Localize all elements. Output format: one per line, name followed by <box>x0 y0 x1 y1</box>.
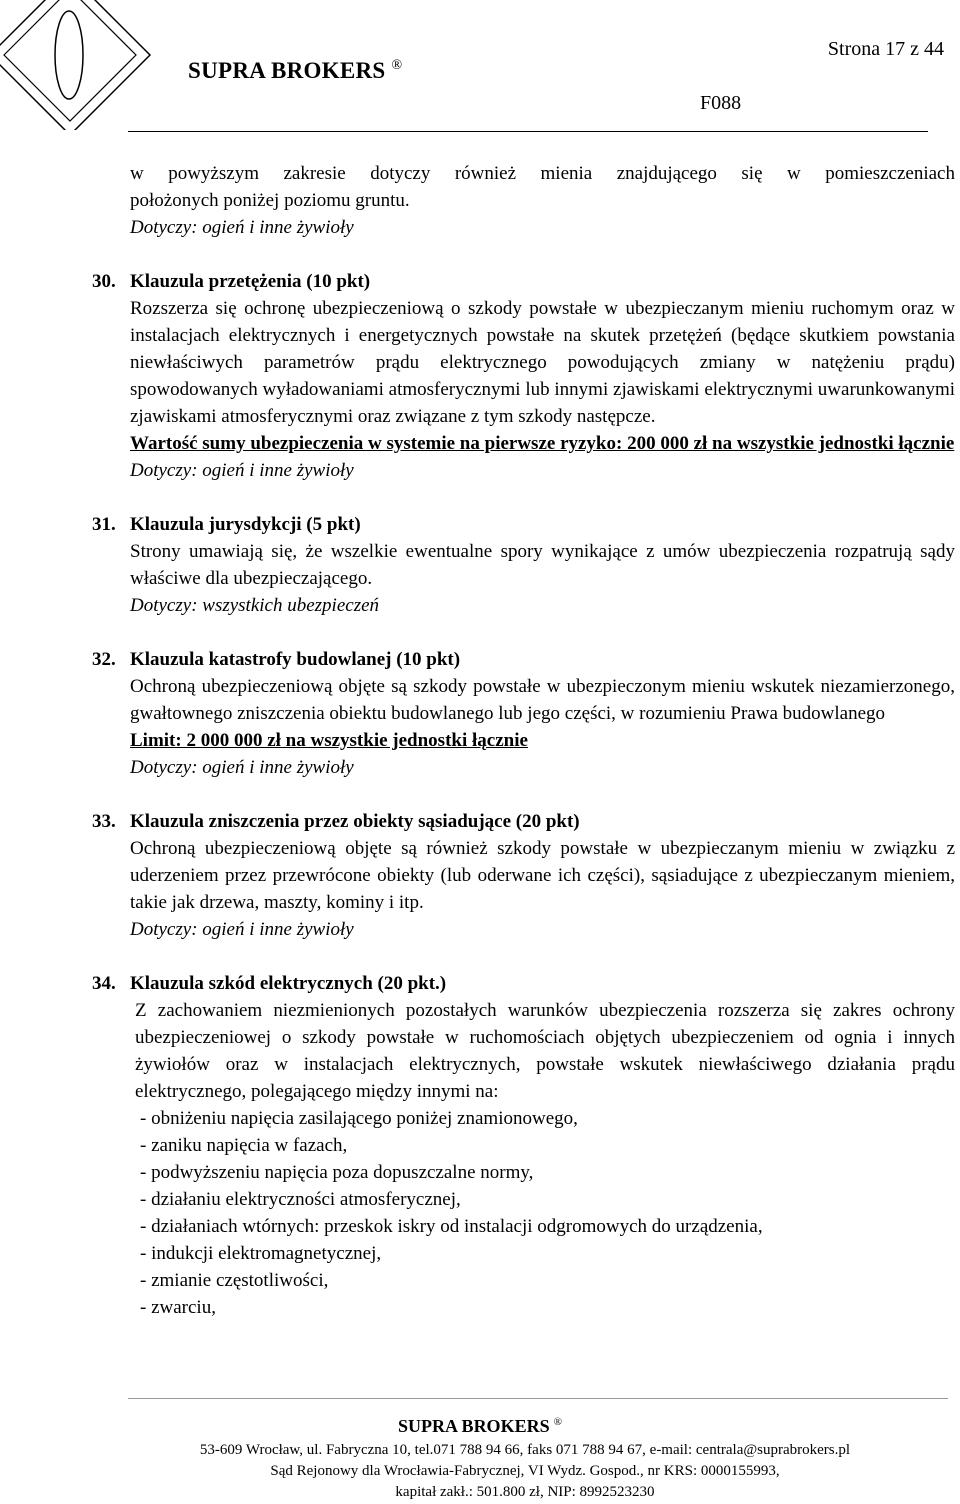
section-body-32: Ochroną ubezpieczeniową objęte są szkody powstałe w ubezpieczonym mieniu wskutek niezamierzonego, gwałtownego zniszczenia obiektu budowlanego lub jego części, w rozumieniu Prawa budowlanego <box>130 676 955 724</box>
section-limit-32: Limit: 2 000 000 zł na wszystkie jednostki łącznie <box>130 730 528 751</box>
registered-mark: ® <box>391 58 403 74</box>
list-item: - obniżeniu napięcia zasilającego poniżej znamionowego, <box>140 1108 578 1129</box>
section-heading-33: 33. Klauzula zniszczenia przez obiekty sąsiadujące (20 pkt) <box>92 811 580 832</box>
list-item: - indukcji elektromagnetycznej, <box>140 1243 382 1264</box>
footer-capital: kapitał zakł.: 501.800 zł, NIP: 8992523230 <box>395 1484 655 1500</box>
company-logo-icon <box>0 0 160 130</box>
header-divider <box>128 131 928 132</box>
intro-line: położonych poniżej poziomu gruntu. <box>130 190 410 211</box>
applies-to: Dotyczy: wszystkich ubezpieczeń <box>130 595 380 616</box>
header-brand: SUPRA BROKERS ® <box>188 58 403 83</box>
list-item: - podwyższeniu napięcia poza dopuszczalne normy, <box>140 1162 534 1183</box>
registered-mark: ® <box>553 1416 562 1428</box>
section-body-31: Strony umawiają się, że wszelkie ewentualne spory wynikające z umów ubezpieczenia rozpatrują sądy właściwe dla ubezpieczającego. <box>130 541 955 589</box>
section-body-34: Z zachowaniem niezmienionych pozostałych warunków ubezpieczenia rozszerza się zakres ochrony ubezpieczeniowej o szkody powstałe w ruchomościach objętych ubezpieczeniem od ognia i innych żywiołów oraz w instalacjach elektrycznych, powstałe wskutek niewłaściwego działania prądu elektrycznego, polegającego między innymi na: <box>135 1000 955 1102</box>
document-code: F088 <box>700 92 742 114</box>
document-body <box>92 160 955 1321</box>
applies-to: Dotyczy: ogień i inne żywioły <box>130 757 354 778</box>
footer-address: 53-609 Wrocław, ul. Fabryczna 10, tel.071 788 94 66, faks 071 788 94 67, e-mail: centrala@suprabrokers.pl <box>199 1442 851 1458</box>
list-item: - zwarciu, <box>140 1297 216 1318</box>
intro-line: w powyższym zakresie dotyczy również mienia znajdującego się w pomieszczeniach <box>130 163 955 184</box>
applies-to: Dotyczy: ogień i inne żywioły <box>130 919 354 940</box>
page-number: Strona 17 z 44 <box>827 38 944 60</box>
section-limit-30: Wartość sumy ubezpieczenia w systemie na pierwsze ryzyko: 200 000 zł na wszystkie jednostki łącznie <box>130 433 955 454</box>
section-body-30: Rozszerza się ochronę ubezpieczeniową o szkody powstałe w ubezpieczanym mieniu ruchomym oraz w instalacjach elektrycznych i energetycznych powstałe na skutek przetężeń (będące skutkiem powstania niewłaściwych parametrów prądu elektrycznego powodujących zmiany w natężeniu prądu) spowodowanych wyładowaniami atmosferycznymi lub innymi zjawiskami elektrycznymi uwarunkowanymi zjawiskami atmosferycznymi oraz związane z tym szkody następcze. <box>130 298 955 427</box>
footer-brand: SUPRA BROKERS ® <box>398 1416 562 1436</box>
section-heading-34: 34. Klauzula szkód elektrycznych (20 pkt.) <box>92 973 447 994</box>
list-item: - zmianie częstotliwości, <box>140 1270 329 1291</box>
section-heading-30: 30. Klauzula przetężenia (10 pkt) <box>92 271 371 292</box>
list-item: - zaniku napięcia w fazach, <box>140 1135 348 1156</box>
applies-to: Dotyczy: ogień i inne żywioły <box>130 217 354 238</box>
section-heading-32: 32. Klauzula katastrofy budowlanej (10 pkt) <box>92 649 461 670</box>
section-heading-31: 31. Klauzula jurysdykcji (5 pkt) <box>92 514 361 535</box>
list-item: - działaniach wtórnych: przeskok iskry od instalacji odgromowych do urządzenia, <box>140 1216 763 1237</box>
list-item: - działaniu elektryczności atmosferycznej, <box>140 1189 461 1210</box>
footer-divider <box>128 1398 948 1399</box>
applies-to: Dotyczy: ogień i inne żywioły <box>130 460 354 481</box>
section-body-33: Ochroną ubezpieczeniową objęte są również szkody powstałe w ubezpieczanym mieniu w związku z uderzeniem przez przewrócone obiekty (lub oderwane ich części), sąsiadujące z ubezpieczanym mieniem, takie jak drzewa, maszty, kominy i itp. <box>130 838 955 913</box>
footer-court: Sąd Rejonowy dla Wrocławia-Fabrycznej, VI Wydz. Gospod., nr KRS: 0000155993, <box>270 1463 780 1479</box>
